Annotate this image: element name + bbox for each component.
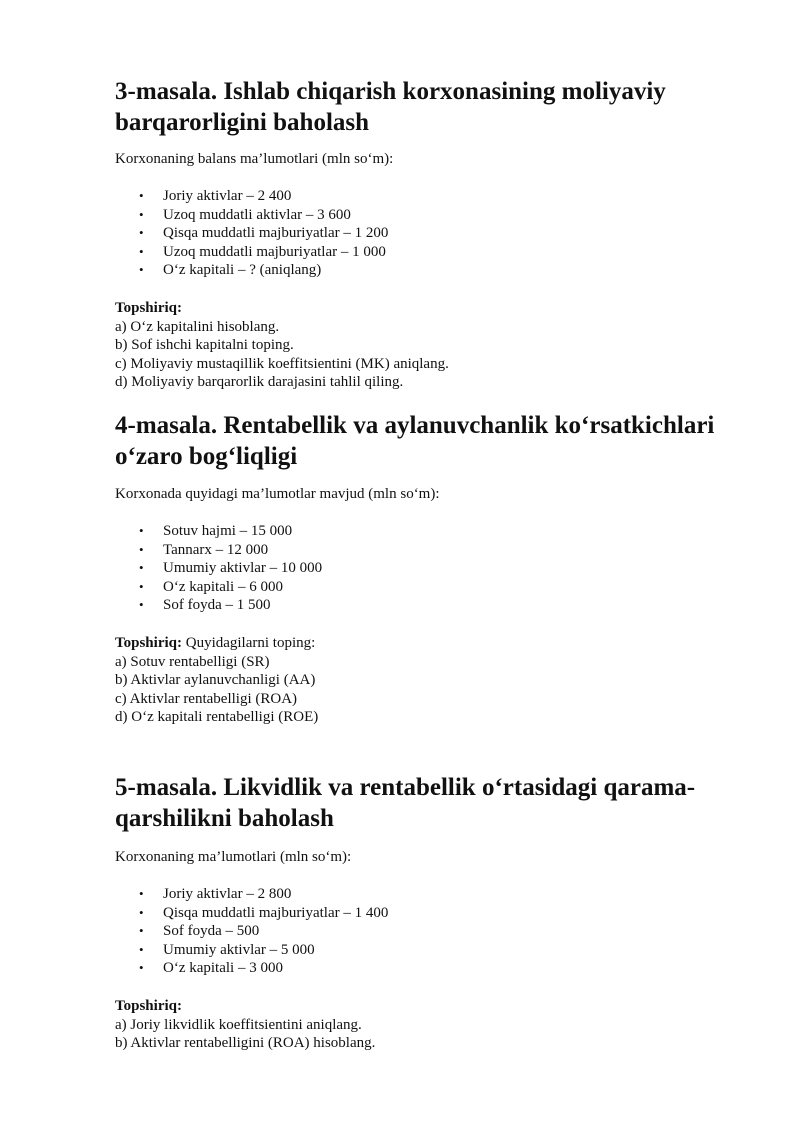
problem-5-data-list bbox=[115, 885, 388, 978]
bullet-icon: • bbox=[139, 597, 144, 613]
task-item: d) Moliyaviy barqarorlik darajasini tahlil qiling. bbox=[115, 374, 404, 391]
bullet-icon: • bbox=[139, 904, 144, 920]
bullet-icon: • bbox=[139, 225, 144, 241]
problem-5-title bbox=[115, 772, 715, 834]
task-label: Topshiriq: bbox=[115, 635, 182, 651]
list-item: • Umumiy aktivlar – 5 000 bbox=[139, 941, 315, 958]
list-item: • Umumiy aktivlar – 10 000 bbox=[139, 560, 323, 577]
problem-5-section bbox=[115, 772, 715, 1052]
list-item: • O‘z kapitali – 3 000 bbox=[139, 960, 283, 977]
problem-4-title-line1: 4-masala. Rentabellik va aylanuvchanlik ko‘rsatkichlari bbox=[115, 412, 715, 439]
task-suffix: Quyidagilarni toping: bbox=[181, 635, 316, 651]
task-item: b) Aktivlar rentabelligini (ROA) hisoblang. bbox=[115, 1035, 376, 1052]
bullet-icon: • bbox=[139, 960, 144, 976]
bullet-icon: • bbox=[139, 941, 144, 957]
list-item: • Uzoq muddatli aktivlar – 3 600 bbox=[139, 206, 351, 223]
list-item: • Sof foyda – 1 500 bbox=[139, 597, 271, 614]
problem-3-title bbox=[115, 76, 715, 138]
bullet-icon: • bbox=[139, 541, 144, 557]
task-heading bbox=[115, 299, 449, 318]
problem-4-section bbox=[115, 410, 715, 726]
problem-3-data-list bbox=[115, 187, 388, 280]
bullet-icon: • bbox=[139, 262, 144, 278]
list-item: • Qisqa muddatli majburiyatlar – 1 200 bbox=[139, 225, 389, 242]
list-item: • O‘z kapitali – ? (aniqlang) bbox=[139, 262, 322, 279]
problem-5-intro: Korxonaning ma’lumotlari (mln so‘m): bbox=[115, 849, 352, 865]
list-item: • Uzoq muddatli majburiyatlar – 1 000 bbox=[139, 243, 386, 260]
task-item: a) Joriy likvidlik koeffitsientini aniqlang. bbox=[115, 1016, 362, 1033]
list-item: • O‘z kapitali – 6 000 bbox=[139, 578, 283, 595]
bullet-icon: • bbox=[139, 578, 144, 594]
task-item: d) O‘z kapitali rentabelligi (ROE) bbox=[115, 709, 319, 726]
list-item: • Sotuv hajmi – 15 000 bbox=[139, 523, 293, 539]
bullet-icon: • bbox=[139, 188, 144, 203]
problem-3-section bbox=[115, 76, 715, 391]
problem-3-title-line2: barqarorligini baholash bbox=[115, 109, 370, 136]
task-item: c) Moliyaviy mustaqillik koeffitsientini (MK) aniqlang. bbox=[115, 355, 449, 372]
problem-5-task-block bbox=[115, 997, 375, 1053]
task-item: a) Sotuv rentabelligi (SR) bbox=[115, 653, 270, 670]
task-label: Topshiriq: bbox=[115, 998, 182, 1014]
bullet-icon: • bbox=[139, 560, 144, 576]
bullet-icon: • bbox=[139, 886, 144, 901]
problem-3-intro: Korxonaning balans ma’lumotlari (mln so‘m): bbox=[115, 151, 394, 167]
list-item: • Joriy aktivlar – 2 400 bbox=[139, 188, 292, 204]
list-item: • Qisqa muddatli majburiyatlar – 1 400 bbox=[139, 904, 389, 921]
problem-4-title-line2: o‘zaro bog‘liqligi bbox=[115, 443, 298, 470]
task-item: b) Aktivlar aylanuvchanligi (AA) bbox=[115, 672, 316, 689]
task-item: c) Aktivlar rentabelligi (ROA) bbox=[115, 690, 298, 707]
problem-4-task-block bbox=[115, 634, 318, 727]
problem-5-title-line1: 5-masala. Likvidlik va rentabellik o‘rtasidagi qarama- bbox=[115, 774, 696, 801]
problem-3-task-block bbox=[115, 299, 449, 392]
problem-5-title-line2: qarshilikni baholash bbox=[115, 805, 334, 832]
task-heading bbox=[115, 634, 318, 653]
list-item: • Joriy aktivlar – 2 800 bbox=[139, 886, 292, 902]
bullet-icon: • bbox=[139, 206, 144, 222]
task-label: Topshiriq: bbox=[115, 300, 182, 316]
task-heading bbox=[115, 997, 375, 1016]
list-item: • Sof foyda – 500 bbox=[139, 923, 260, 940]
bullet-icon: • bbox=[139, 243, 144, 259]
bullet-icon: • bbox=[139, 923, 144, 939]
bullet-icon: • bbox=[139, 523, 144, 538]
task-item: b) Sof ishchi kapitalni toping. bbox=[115, 337, 294, 354]
problem-4-data-list bbox=[115, 522, 322, 615]
list-item: • Tannarx – 12 000 bbox=[139, 541, 269, 558]
problem-4-intro: Korxonada quyidagi ma’lumotlar mavjud (mln so‘m): bbox=[115, 486, 440, 502]
problem-4-title bbox=[115, 410, 715, 472]
task-item: a) O‘z kapitalini hisoblang. bbox=[115, 318, 280, 335]
problem-3-title-line1: 3-masala. Ishlab chiqarish korxonasining moliyaviy bbox=[115, 78, 666, 105]
